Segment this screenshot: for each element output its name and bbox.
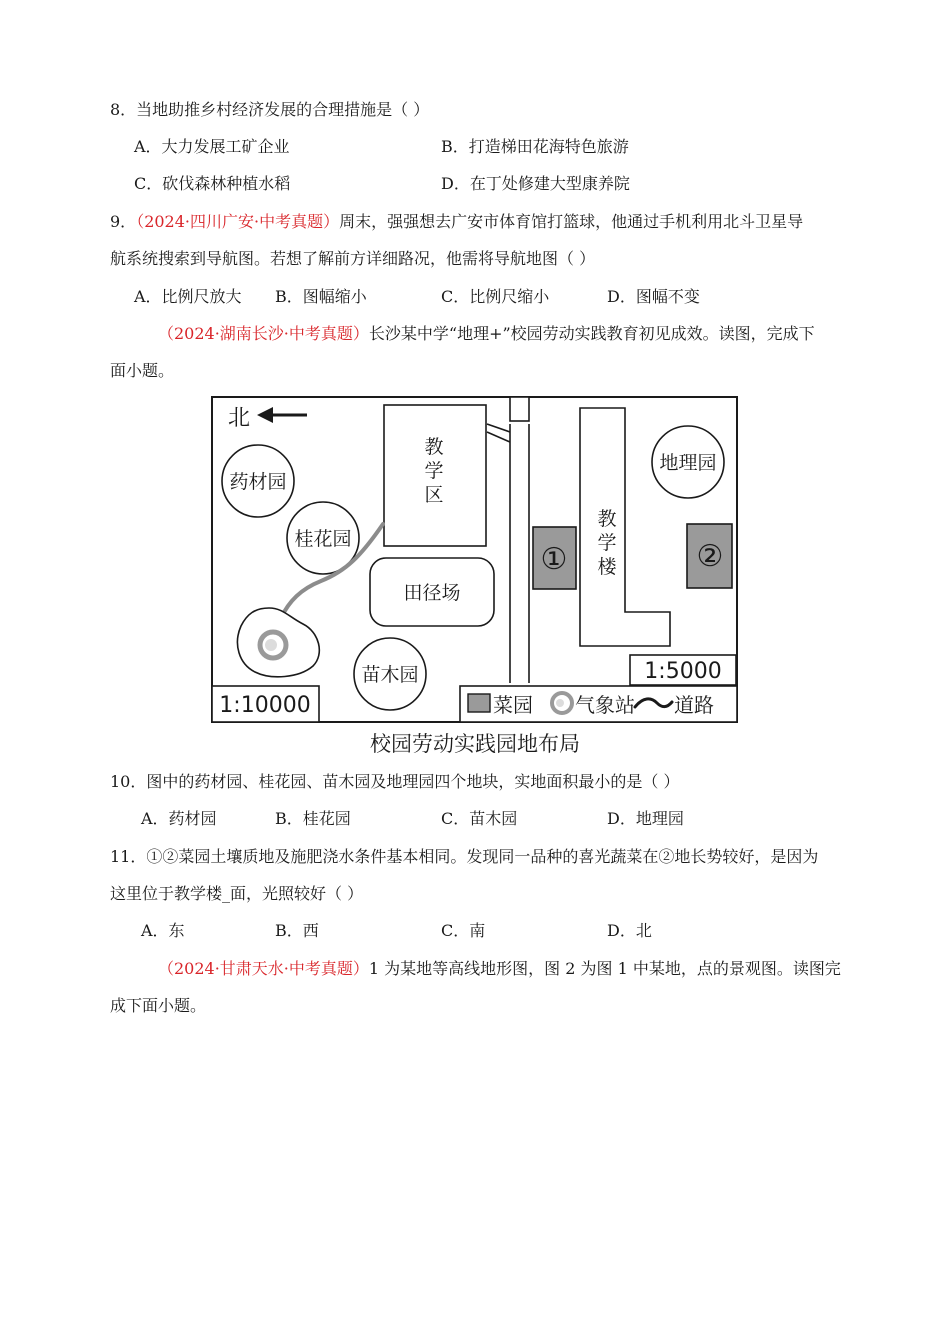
- q9-line-1: [110, 212, 803, 232]
- intro1-text-1: 长沙某中学“地理+”校园劳动实践教育初见成效。读图，完成下: [368, 324, 815, 343]
- q9-option-b: B．图幅缩小: [275, 287, 367, 306]
- q9-number: 9．: [110, 212, 137, 231]
- scale-left-label: 1:10000: [219, 693, 311, 718]
- teaching-building-char-3: 楼: [597, 556, 617, 578]
- map-caption: 校园劳动实践园地布局: [370, 732, 580, 756]
- legend-road-label: 道路: [674, 693, 714, 717]
- q10-option-a: A．药材园: [141, 809, 217, 828]
- q9-stem-2: 航系统搜索到导航图。若想了解前方详细路况，他需将导航地图（ ）: [110, 249, 596, 268]
- q10-option-b: B．桂花园: [275, 809, 351, 828]
- legend-veg-label: 菜园: [493, 693, 533, 717]
- q11-stem-1: 11．①②菜园土壤质地及施肥浇水条件基本相同。发现同一品种的喜光蔬菜在②地长势较好，是因为: [110, 847, 819, 866]
- q10-option-d: D．地理园: [607, 809, 684, 828]
- scale-right-label: 1:5000: [644, 659, 722, 684]
- intro1-line-1: [158, 324, 815, 344]
- weather-station-icon: [260, 632, 286, 658]
- q11-option-c: C．南: [441, 921, 486, 940]
- q11-option-a: A．东: [141, 921, 185, 940]
- track-field-label: 田径场: [403, 582, 461, 604]
- q10-stem: 10．图中的药材园、桂花园、苗木园及地理园四个地块，实地面积最小的是（ ）: [110, 772, 680, 791]
- teaching-building-char-1: 教: [597, 508, 617, 530]
- campus-garden-map: [211, 396, 739, 724]
- nursery-garden-label: 苗木园: [361, 664, 419, 686]
- q11-stem-2: 这里位于教学楼_面，光照较好（ ）: [110, 884, 364, 903]
- teaching-area-char-1: 教: [424, 436, 444, 458]
- q8-stem: 8．当地助推乡村经济发展的合理措施是（ ）: [110, 100, 430, 119]
- north-label: 北: [228, 406, 251, 431]
- q10-option-c: C．苗木园: [441, 809, 518, 828]
- intro2-line-1: [158, 959, 841, 979]
- q9-source: （2024·四川广安·中考真题）: [136, 212, 340, 231]
- q11-option-d: D．北: [607, 921, 652, 940]
- plot-1-label: ①: [540, 542, 568, 577]
- q8-option-b: B．打造梯田花海特色旅游: [441, 137, 629, 156]
- geography-garden-label: 地理园: [659, 452, 717, 474]
- legend-veg-swatch: [468, 694, 490, 712]
- plot-2-label: ②: [696, 539, 724, 574]
- q9-option-d: D．图幅不变: [607, 287, 700, 306]
- osmanthus-garden-label: 桂花园: [294, 528, 352, 550]
- q8-option-c: C．砍伐森林种植水稻: [134, 174, 291, 193]
- intro1-text-2: 面小题。: [110, 361, 175, 380]
- q9-option-c: C．比例尺缩小: [441, 287, 550, 306]
- q11-option-b: B．西: [275, 921, 319, 940]
- medicine-garden-label: 药材园: [229, 471, 287, 493]
- q9-stem-1: 周末，强强想去广安市体育馆打篮球，他通过手机利用北斗卫星导: [339, 212, 804, 231]
- intro2-text-1: 1 为某地等高线地形图，图 2 为图 1 中某地，点的景观图。读图完: [368, 959, 841, 978]
- legend-weather-label: 气象站: [575, 693, 635, 717]
- teaching-area-char-2: 学: [424, 460, 444, 482]
- intro2-source: （2024·甘肃天水·中考真题）: [158, 959, 369, 978]
- q8-option-d: D．在丁处修建大型康养院: [441, 174, 630, 193]
- intro2-text-2: 成下面小题。: [110, 996, 207, 1015]
- teaching-area-char-3: 区: [424, 484, 444, 506]
- q9-option-a: A．比例尺放大: [134, 287, 242, 306]
- q8-option-a: A．大力发展工矿企业: [134, 137, 290, 156]
- teaching-building-char-2: 学: [597, 532, 617, 554]
- legend-weather-icon: [552, 693, 572, 713]
- gate-post: [510, 397, 529, 421]
- intro1-source: （2024·湖南长沙·中考真题）: [158, 324, 369, 343]
